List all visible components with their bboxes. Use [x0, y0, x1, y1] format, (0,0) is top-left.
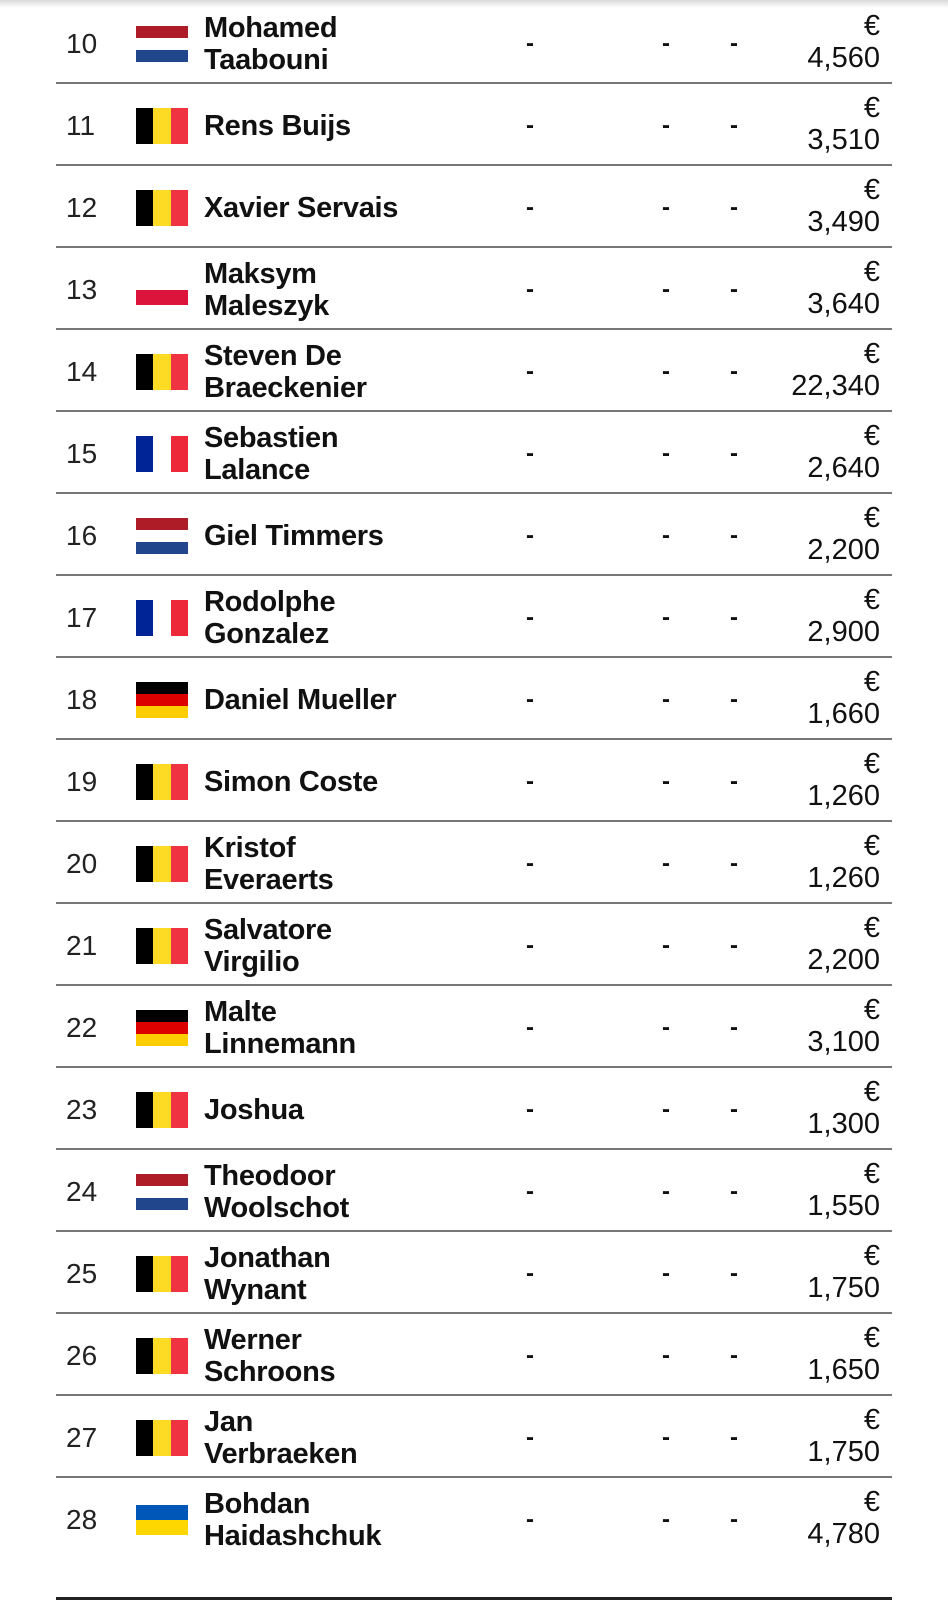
currency-symbol: €: [863, 748, 880, 780]
flag-stripe: [136, 50, 188, 62]
country-flag-icon: [136, 436, 188, 472]
table-row[interactable]: [56, 1230, 892, 1314]
table-row[interactable]: [56, 984, 892, 1068]
table-row[interactable]: [56, 1148, 892, 1232]
player-name[interactable]: Jonathan Wynant: [204, 1242, 331, 1306]
flag-stripe: [136, 290, 188, 305]
flag-stripe: [171, 436, 188, 472]
prize-cell: [770, 256, 880, 320]
flag-stripe: [153, 1256, 170, 1292]
col-1-value: -: [526, 1424, 534, 1451]
col-2-value: -: [662, 1096, 670, 1123]
player-name[interactable]: Werner Schroons: [204, 1324, 336, 1388]
flag-stripe: [136, 275, 188, 290]
prize-cell: [770, 338, 880, 402]
col-1-value: -: [526, 1506, 534, 1533]
col-1-value: -: [526, 932, 534, 959]
prize-cell: [770, 1404, 880, 1468]
prize-cell: [770, 1240, 880, 1304]
flag-stripe: [136, 706, 188, 718]
flag-stripe: [171, 1338, 188, 1374]
col-2-value: -: [662, 932, 670, 959]
col-2-value: -: [662, 194, 670, 221]
col-1-value: -: [526, 30, 534, 57]
table-row[interactable]: [56, 82, 892, 166]
table-row[interactable]: [56, 328, 892, 412]
col-3-value: -: [730, 112, 738, 139]
country-flag-icon: [136, 26, 188, 62]
col-3-value: -: [730, 440, 738, 467]
player-name[interactable]: Rodolphe Gonzalez: [204, 586, 336, 650]
rank-cell: 26: [66, 1340, 98, 1371]
table-row[interactable]: [56, 246, 892, 330]
prize-amount: 3,490: [807, 206, 880, 238]
col-3-value: -: [730, 932, 738, 959]
country-flag-icon: [136, 682, 188, 718]
col-2-value: -: [662, 30, 670, 57]
rank-cell: 28: [66, 1504, 98, 1535]
flag-stripe: [153, 764, 170, 800]
prize-cell: [770, 10, 880, 74]
col-3-value: -: [730, 522, 738, 549]
table-row[interactable]: [56, 574, 892, 658]
col-2-value: -: [662, 850, 670, 877]
col-2-value: -: [662, 1178, 670, 1205]
flag-stripe: [136, 682, 188, 694]
col-1-value: -: [526, 358, 534, 385]
flag-stripe: [136, 1034, 188, 1046]
currency-symbol: €: [863, 1404, 880, 1436]
col-3-value: -: [730, 1014, 738, 1041]
prize-cell: [770, 1076, 880, 1140]
currency-symbol: €: [863, 1158, 880, 1190]
currency-symbol: €: [863, 502, 880, 534]
player-name[interactable]: Jan Verbraeken: [204, 1406, 358, 1470]
col-2-value: -: [662, 1342, 670, 1369]
currency-symbol: €: [863, 256, 880, 288]
country-flag-icon: [136, 1092, 188, 1128]
col-2-value: -: [662, 768, 670, 795]
flag-stripe: [136, 1174, 188, 1186]
prize-amount: 1,660: [807, 698, 880, 730]
col-1-value: -: [526, 1260, 534, 1287]
prize-cell: [770, 1486, 880, 1550]
col-2-value: -: [662, 522, 670, 549]
col-1-value: -: [526, 1342, 534, 1369]
prize-cell: [770, 1158, 880, 1222]
flag-stripe: [171, 354, 188, 390]
currency-symbol: €: [863, 830, 880, 862]
flag-stripe: [153, 600, 170, 636]
player-name[interactable]: Steven De Braeckenier: [204, 340, 367, 404]
country-flag-icon: [136, 1338, 188, 1374]
col-1-value: -: [526, 768, 534, 795]
country-flag-icon: [136, 1505, 188, 1535]
prize-amount: 2,900: [807, 616, 880, 648]
currency-symbol: €: [863, 912, 880, 944]
rank-cell: 14: [66, 356, 98, 387]
flag-stripe: [136, 1198, 188, 1210]
flag-stripe: [136, 1505, 188, 1520]
player-name[interactable]: Theodoor Woolschot: [204, 1160, 349, 1224]
rank-cell: 18: [66, 684, 98, 715]
prize-amount: 4,780: [807, 1518, 880, 1550]
flag-stripe: [153, 846, 170, 882]
flag-stripe: [136, 26, 188, 38]
flag-stripe: [136, 518, 188, 530]
col-1-value: -: [526, 1096, 534, 1123]
currency-symbol: €: [863, 420, 880, 452]
table-row[interactable]: [56, 1394, 892, 1478]
flag-stripe: [136, 38, 188, 50]
prize-amount: 1,650: [807, 1354, 880, 1386]
prize-cell: [770, 994, 880, 1058]
flag-stripe: [136, 1420, 153, 1456]
rank-cell: 13: [66, 274, 98, 305]
flag-stripe: [171, 764, 188, 800]
col-2-value: -: [662, 604, 670, 631]
col-3-value: -: [730, 1342, 738, 1369]
rank-cell: 15: [66, 438, 98, 469]
col-3-value: -: [730, 850, 738, 877]
player-name[interactable]: Bohdan Haidashchuk: [204, 1488, 382, 1552]
currency-symbol: €: [863, 666, 880, 698]
player-name[interactable]: Daniel Mueller: [204, 684, 397, 716]
flag-stripe: [136, 928, 153, 964]
table-row[interactable]: [56, 410, 892, 494]
flag-stripe: [153, 1338, 170, 1374]
flag-stripe: [153, 108, 170, 144]
flag-stripe: [136, 542, 188, 554]
table-row[interactable]: [56, 164, 892, 248]
col-3-value: -: [730, 1260, 738, 1287]
player-name[interactable]: Maksym Maleszyk: [204, 258, 329, 322]
currency-symbol: €: [863, 1486, 880, 1518]
prize-cell: [770, 912, 880, 976]
prize-amount: 2,640: [807, 452, 880, 484]
col-2-value: -: [662, 276, 670, 303]
prize-cell: [770, 748, 880, 812]
flag-stripe: [171, 1256, 188, 1292]
player-name[interactable]: Salvatore Virgilio: [204, 914, 332, 978]
country-flag-icon: [136, 1174, 188, 1210]
rank-cell: 23: [66, 1094, 98, 1125]
currency-symbol: €: [863, 1322, 880, 1354]
prize-cell: [770, 174, 880, 238]
flag-stripe: [136, 600, 153, 636]
col-2-value: -: [662, 1506, 670, 1533]
prize-cell: [770, 1322, 880, 1386]
prize-amount: 2,200: [807, 534, 880, 566]
col-2-value: -: [662, 1014, 670, 1041]
prize-cell: [770, 92, 880, 156]
flag-stripe: [136, 1092, 153, 1128]
prize-amount: 1,550: [807, 1190, 880, 1222]
player-name[interactable]: Malte Linnemann: [204, 996, 356, 1060]
flag-stripe: [136, 1338, 153, 1374]
player-name[interactable]: Xavier Servais: [204, 192, 399, 224]
flag-stripe: [136, 436, 153, 472]
flag-stripe: [153, 190, 170, 226]
rank-cell: 12: [66, 192, 98, 223]
country-flag-icon: [136, 518, 188, 554]
table-row[interactable]: [56, 492, 892, 576]
prize-amount: 1,260: [807, 780, 880, 812]
prize-amount: 1,260: [807, 862, 880, 894]
col-3-value: -: [730, 686, 738, 713]
prize-cell: [770, 666, 880, 730]
prize-cell: [770, 502, 880, 566]
flag-stripe: [136, 1520, 188, 1535]
prize-amount: 3,510: [807, 124, 880, 156]
rank-cell: 27: [66, 1422, 98, 1453]
flag-stripe: [153, 436, 170, 472]
col-1-value: -: [526, 604, 534, 631]
col-2-value: -: [662, 112, 670, 139]
flag-stripe: [136, 1186, 188, 1198]
col-2-value: -: [662, 1424, 670, 1451]
flag-stripe: [153, 928, 170, 964]
flag-stripe: [136, 190, 153, 226]
flag-stripe: [171, 1420, 188, 1456]
rank-cell: 25: [66, 1258, 98, 1289]
rank-cell: 17: [66, 602, 98, 633]
col-1-value: -: [526, 112, 534, 139]
currency-symbol: €: [863, 338, 880, 370]
currency-symbol: €: [863, 994, 880, 1026]
flag-stripe: [171, 108, 188, 144]
country-flag-icon: [136, 1420, 188, 1456]
rank-cell: 19: [66, 766, 98, 797]
flag-stripe: [136, 764, 153, 800]
flag-stripe: [171, 600, 188, 636]
country-flag-icon: [136, 928, 188, 964]
player-name[interactable]: Sebastien Lalance: [204, 422, 339, 486]
prize-amount: 1,750: [807, 1272, 880, 1304]
flag-stripe: [171, 190, 188, 226]
currency-symbol: €: [863, 92, 880, 124]
currency-symbol: €: [863, 1240, 880, 1272]
col-2-value: -: [662, 440, 670, 467]
prize-amount: 1,300: [807, 1108, 880, 1140]
rank-cell: 11: [66, 110, 96, 141]
flag-stripe: [153, 1420, 170, 1456]
rank-cell: 21: [66, 930, 98, 961]
player-name[interactable]: Giel Timmers: [204, 520, 384, 552]
rank-cell: 16: [66, 520, 98, 551]
country-flag-icon: [136, 354, 188, 390]
prize-amount: 3,640: [807, 288, 880, 320]
prize-cell: [770, 584, 880, 648]
table-row[interactable]: [56, 902, 892, 986]
table-row[interactable]: [56, 1476, 892, 1596]
table-row[interactable]: [56, 1066, 892, 1150]
prize-amount: 3,100: [807, 1026, 880, 1058]
col-1-value: -: [526, 1014, 534, 1041]
rank-cell: 10: [66, 28, 98, 59]
col-3-value: -: [730, 1424, 738, 1451]
player-name[interactable]: Rens Buijs: [204, 110, 351, 142]
flag-stripe: [171, 1092, 188, 1128]
col-3-value: -: [730, 194, 738, 221]
flag-stripe: [171, 846, 188, 882]
col-3-value: -: [730, 604, 738, 631]
currency-symbol: €: [863, 1076, 880, 1108]
col-3-value: -: [730, 768, 738, 795]
flag-stripe: [136, 354, 153, 390]
col-1-value: -: [526, 1178, 534, 1205]
col-1-value: -: [526, 440, 534, 467]
col-3-value: -: [730, 1506, 738, 1533]
prize-cell: [770, 420, 880, 484]
col-3-value: -: [730, 30, 738, 57]
table-row[interactable]: [56, 0, 892, 84]
flag-stripe: [136, 1010, 188, 1022]
prize-amount: 2,200: [807, 944, 880, 976]
col-3-value: -: [730, 1096, 738, 1123]
country-flag-icon: [136, 1256, 188, 1292]
prize-amount: 22,340: [791, 370, 880, 402]
col-1-value: -: [526, 522, 534, 549]
flag-stripe: [136, 1022, 188, 1034]
flag-stripe: [136, 1256, 153, 1292]
country-flag-icon: [136, 190, 188, 226]
currency-symbol: €: [863, 10, 880, 42]
col-1-value: -: [526, 686, 534, 713]
currency-symbol: €: [863, 584, 880, 616]
col-2-value: -: [662, 358, 670, 385]
table-row[interactable]: [56, 1312, 892, 1396]
country-flag-icon: [136, 1010, 188, 1046]
rank-cell: 24: [66, 1176, 98, 1207]
col-2-value: -: [662, 1260, 670, 1287]
flag-stripe: [136, 108, 153, 144]
flag-stripe: [136, 846, 153, 882]
country-flag-icon: [136, 764, 188, 800]
player-name[interactable]: Mohamed Taabouni: [204, 12, 338, 76]
col-1-value: -: [526, 194, 534, 221]
table-row[interactable]: [56, 738, 892, 822]
country-flag-icon: [136, 108, 188, 144]
country-flag-icon: [136, 846, 188, 882]
col-2-value: -: [662, 686, 670, 713]
col-1-value: -: [526, 850, 534, 877]
col-3-value: -: [730, 1178, 738, 1205]
col-3-value: -: [730, 358, 738, 385]
table-row[interactable]: [56, 820, 892, 904]
rank-cell: 22: [66, 1012, 98, 1043]
flag-stripe: [153, 354, 170, 390]
player-name[interactable]: Simon Coste: [204, 766, 378, 798]
currency-symbol: €: [863, 174, 880, 206]
rank-cell: 20: [66, 848, 98, 879]
player-name[interactable]: Kristof Everaerts: [204, 832, 334, 896]
flag-stripe: [136, 530, 188, 542]
prize-amount: 1,750: [807, 1436, 880, 1468]
prize-amount: 4,560: [807, 42, 880, 74]
flag-stripe: [171, 928, 188, 964]
flag-stripe: [153, 1092, 170, 1128]
flag-stripe: [136, 694, 188, 706]
col-3-value: -: [730, 276, 738, 303]
player-name[interactable]: Joshua: [204, 1094, 304, 1126]
col-1-value: -: [526, 276, 534, 303]
country-flag-icon: [136, 275, 188, 305]
prize-cell: [770, 830, 880, 894]
country-flag-icon: [136, 600, 188, 636]
table-row[interactable]: [56, 656, 892, 740]
